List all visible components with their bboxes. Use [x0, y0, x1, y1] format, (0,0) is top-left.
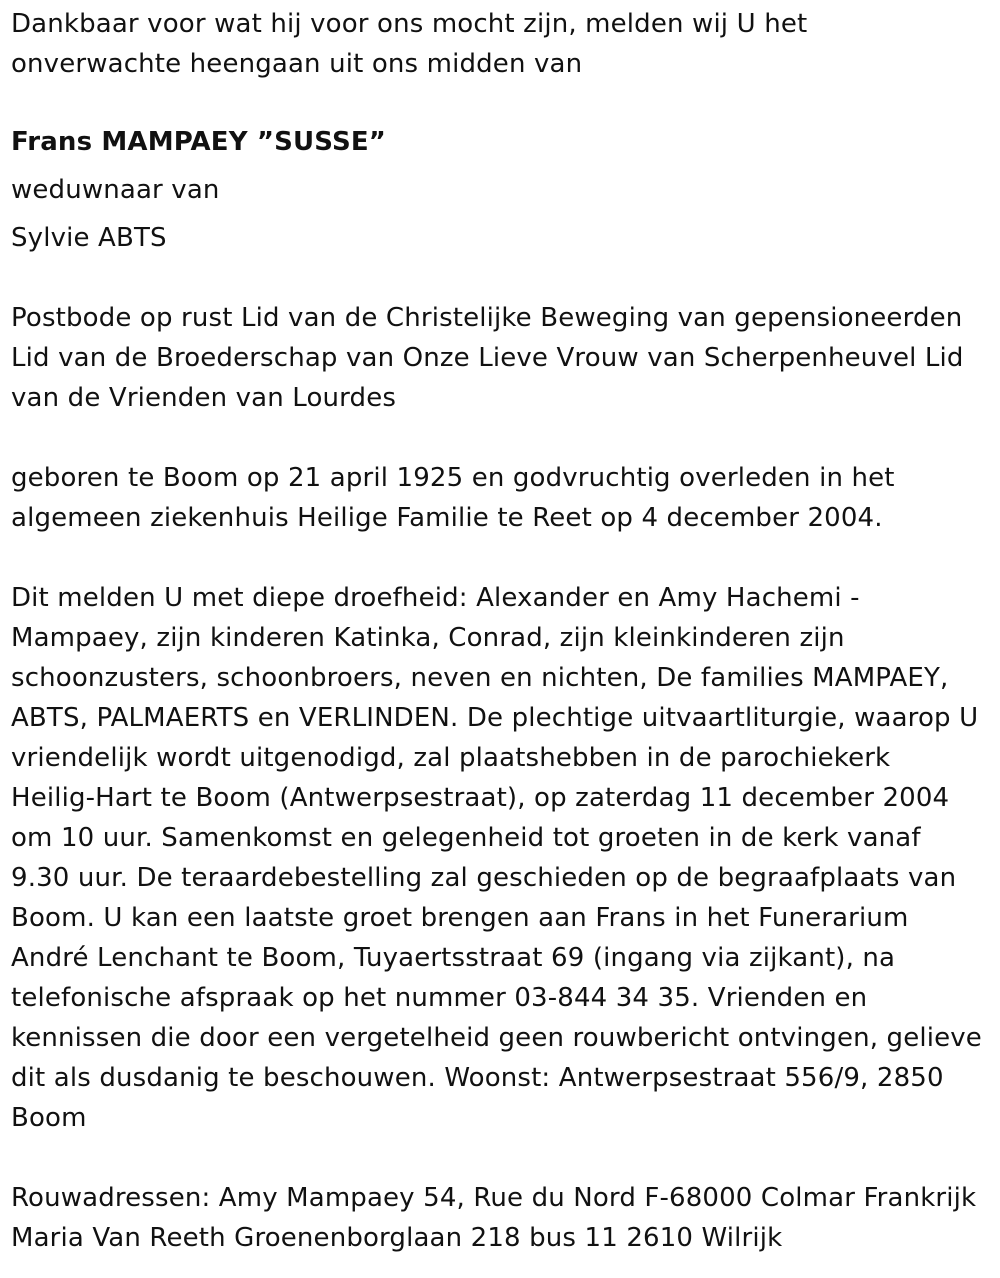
intro-line: Dankbaar voor wat hij voor ons mocht zijn, melden wij U het	[11, 9, 808, 39]
announcement-line: Boom. U kan een laatste groet brengen aan Frans in het Funerarium	[11, 903, 909, 933]
announcement-line: André Lenchant te Boom, Tuyaertsstraat 69 (ingang via zijkant), na	[11, 943, 896, 973]
affiliations-line: Postbode op rust Lid van de Christelijke Beweging van gepensioneerden	[11, 303, 963, 333]
mourning-address-line: Maria Van Reeth Groenenborglaan 218 bus 11 2610 Wilrijk	[11, 1223, 783, 1253]
announcement-line: Mampaey, zijn kinderen Katinka, Conrad, zijn kleinkinderen zijn	[11, 623, 845, 653]
intro-paragraph	[11, 4, 990, 84]
spouse-name: Sylvie ABTS	[11, 223, 167, 253]
intro-line: onverwachte heengaan uit ons midden van	[11, 49, 583, 79]
announcement-line: om 10 uur. Samenkomst en gelegenheid tot groeten in de kerk vanaf	[11, 823, 921, 853]
announcement-paragraph	[11, 578, 990, 1138]
mourning-address-line: Rouwadressen: Amy Mampaey 54, Rue du Nord F-68000 Colmar Frankrijk	[11, 1183, 977, 1213]
announcement-line: 9.30 uur. De teraardebestelling zal geschieden op de begraafplaats van	[11, 863, 957, 893]
announcement-line: ABTS, PALMAERTS en VERLINDEN. De plechtige uitvaartliturgie, waarop U	[11, 703, 979, 733]
birth-death-paragraph	[11, 458, 990, 538]
affiliations-line: Lid van de Broederschap van Onze Lieve Vrouw van Scherpenheuvel Lid	[11, 343, 964, 373]
deceased-name: Frans MAMPAEY ”SUSSE”	[11, 127, 387, 157]
announcement-line: schoonzusters, schoonbroers, neven en nichten, De families MAMPAEY,	[11, 663, 949, 693]
announcement-line: kennissen die door een vergetelheid geen rouwbericht ontvingen, gelieve	[11, 1023, 982, 1053]
mourning-addresses-paragraph	[11, 1178, 990, 1258]
announcement-line: Boom	[11, 1103, 87, 1133]
widower-label: weduwnaar van	[11, 175, 220, 205]
announcement-line: vriendelijk wordt uitgenodigd, zal plaatshebben in de parochiekerk	[11, 743, 891, 773]
announcement-line: Dit melden U met diepe droefheid: Alexander en Amy Hachemi -	[11, 583, 860, 613]
birth-death-line: algemeen ziekenhuis Heilige Familie te Reet op 4 december 2004.	[11, 503, 883, 533]
announcement-line: dit als dusdanig te beschouwen. Woonst: Antwerpsestraat 556/9, 2850	[11, 1063, 944, 1093]
affiliations-paragraph	[11, 298, 990, 418]
affiliations-line: van de Vrienden van Lourdes	[11, 383, 397, 413]
announcement-line: telefonische afspraak op het nummer 03-844 34 35. Vrienden en	[11, 983, 868, 1013]
announcement-line: Heilig-Hart te Boom (Antwerpsestraat), op zaterdag 11 december 2004	[11, 783, 950, 813]
birth-death-line: geboren te Boom op 21 april 1925 en godvruchtig overleden in het	[11, 463, 895, 493]
